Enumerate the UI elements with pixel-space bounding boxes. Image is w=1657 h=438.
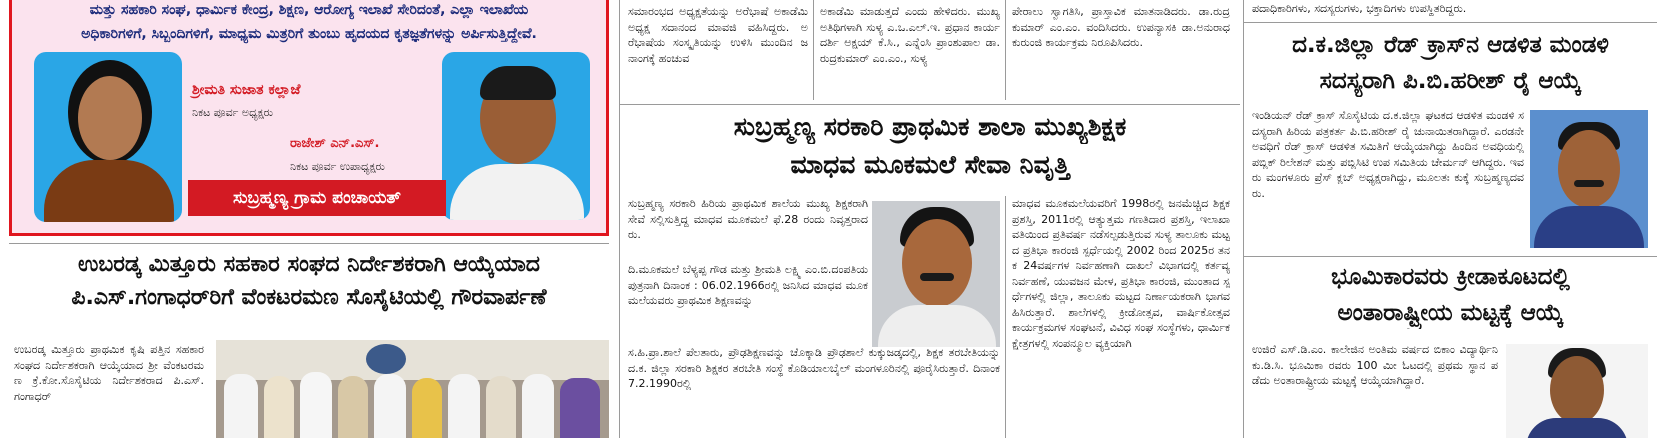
ad-text-line-1: ಮತ್ತು ಸಹಕಾರಿ ಸಂಘ, ಧಾರ್ಮಿಕ ಕೇಂದ್ರ, ಶಿಕ್ಷಣ, ಆರೋಗ್ಯ ಇಲಾಖೆ ಸೇರಿದಂತೆ, ಎಲ್ಲಾ ಇಲಾಖೆಯ xyxy=(89,2,529,18)
ad-text-line-2: ಅಧಿಕಾರಿಗಳಿಗೆ, ಸಿಬ್ಬಂದಿಗಳಿಗೆ, ಮಾಧ್ಯಮ ಮಿತ್ರರಿಗೆ ತುಂಬು ಹೃದಯದ ಕೃತಜ್ಞತೆಗಳನ್ನು ಅರ್ಪಿಸುತ್ತಿದ್ದೇವೆ. xyxy=(81,26,537,42)
divider xyxy=(620,104,1240,105)
person1-role: ನಿಕಟ ಪೂರ್ವ ಅಧ್ಯಕ್ಷರು xyxy=(192,106,274,119)
divider xyxy=(1005,196,1006,438)
mid-story-headline-line-2: ಮಾಧವ ಮೂಕಮಲೆ ಸೇವಾ ನಿವೃತ್ತಿ xyxy=(790,150,1070,179)
divider xyxy=(1005,0,1006,100)
redcross-headline-line-2: ಸದಸ್ಯರಾಗಿ ಪಿ.ಬಿ.ಹರೀಶ್ ರೈ ಆಯ್ಕೆ xyxy=(1319,68,1582,94)
left-story-headline-line-2: ಪಿ.ಎಸ್.ಗಂಗಾಧರ್‌ರಿಗೆ ವೆಂಕಟರಮಣ ಸೊಸೈಟಿಯಲ್ಲಿ ಗೌರವಾರ್ಪಣೆ xyxy=(71,285,547,310)
redcross-story-body: ಇಂಡಿಯನ್ ರೆಡ್ ಕ್ರಾಸ್ ಸೊಸೈಟಿಯ ದ.ಕ.ಜಿಲ್ಲಾ ಘಟಕದ ಆಡಳಿತ ಮಂಡಳಿ ಸದಸ್ಯರಾಗಿ ಹಿರಿಯ ಪತ್ರಕರ್ತ ಪಿ.ಬಿ.ಹರೀಶ್ ರೈ ಚುನಾಯಿತರಾಗಿದ್ದಾರೆ. ಎರಡನೇ ಅವಧಿಗೆ ರೆಡ್ ಕ್ರಾಸ್ ಆಡಳಿತ ಸಮಿತಿಗೆ ಆಯ್ಕೆಯಾಗಿದ್ದು ಹಿಂದಿನ ಅವಧಿಯಲ್ಲಿ ಪಬ್ಲಿಕ್ ರಿಲೇಶನ್ ಮತ್ತು ಪಬ್ಲಿಸಿಟಿ ಉಪ ಸಮಿತಿಯ ಚೇರ್ಮನ್ ಆಗಿದ್ದರು. ಇವರು ಮಂಗಳೂರು ಪ್ರೆಸ್ ಕ್ಲಬ್ ಅಧ್ಯಕ್ಷರಾಗಿದ್ದು, ಮೂಲತಃ ಕುಕ್ಕೆ ಸುಬ್ರಹ್ಮಣ್ಯದವರು. xyxy=(1252,109,1524,200)
thank-you-advertisement xyxy=(9,0,609,236)
panchayat-banner: ಸುಬ್ರಹ್ಮಣ್ಯ ಗ್ರಾಮ ಪಂಚಾಯತ್ xyxy=(188,180,446,216)
column-divider xyxy=(619,0,620,438)
harish-rai-photo xyxy=(1530,110,1648,248)
person1-name: ಶ್ರೀಮತಿ ಸುಜಾತ ಕಲ್ಲಾಜೆ xyxy=(192,82,301,98)
continuation-col-3: ಪೇರಾಲು ಸ್ವಾಗತಿಸಿ, ಪ್ರಾಸ್ತಾವಿಕ ಮಾತನಾಡಿದರು. ಡಾ.ರುದ್ರಕುಮಾರ್ ಎಂ.ಎಂ. ವಂದಿಸಿದರು. ಉಪನ್ಯಾಸಕಿ ಡಾ.ಅನುರಾಧ ಕುರುಂಜಿ ಕಾರ್ಯಕ್ರಮ ನಿರೂಪಿಸಿದರು. xyxy=(1012,5,1230,49)
divider xyxy=(813,0,814,100)
bhoomika-photo xyxy=(1506,344,1648,438)
mid-story-body-part-2: ದಿ.ಮೂಕಮಲೆ ಬೆಳ್ಯಪ್ಪ ಗೌಡ ಮತ್ತು ಶ್ರೀಮತಿ ಲಕ್ಷ್ಮಿ ಎಂ.ಬಿ.ದಂಪತಿಯ ಪುತ್ರನಾಗಿ ದಿನಾಂಕ : 06.02.1966ರಲ್ಲಿ ಜನಿಸಿದ ಮಾಧವ ಮೂಕಮಲೆಯವರು ಪ್ರಾಥಮಿಕ ಶಿಕ್ಷಣವನ್ನು xyxy=(628,263,868,307)
divider xyxy=(9,243,609,244)
mid-story-headline-line-1: ಸುಬ್ರಹ್ಮಣ್ಯ ಸರಕಾರಿ ಪ್ರಾಥಮಿಕ ಶಾಲಾ ಮುಖ್ಯಶಿಕ್ಷಕ xyxy=(733,112,1127,141)
redcross-headline-line-1: ದ.ಕ.ಜಿಲ್ಲಾ ರೆಡ್ ಕ್ರಾಸ್‌ನ ಆಡಳಿತ ಮಂಡಳಿ xyxy=(1292,32,1609,58)
mid-story-body-right: ಮಾಧವ ಮೂಕಮಲೆಯವರಿಗೆ 1998ರಲ್ಲಿ ಜನಮೆಚ್ಚಿದ ಶಿಕ್ಷಕ ಪ್ರಶಸ್ತಿ, 2011ರಲ್ಲಿ ಆತ್ಯುತ್ತಮ ಗಣತಿದಾರ ಪ್ರಶಸ್ತಿ, ಇಲಾಖಾ ವತಿಯಿಂದ ಪ್ರತಿವರ್ಷ ನಡೆಸಲ್ಪಡುತ್ತಿರುವ ಸುಳ್ಯ ತಾಲೂಕು ಮಟ್ಟದ ಪ್ರತಿಭಾ ಕಾರಂಜಿ ಸ್ಪರ್ಧೆಯಲ್ಲಿ 2002 ರಿಂದ 2025ರ ತನಕ 24ವರ್ಷಗಳ ನಿರ್ವಹಣಾಗಿ ದಾಖಲೆ ವಿಭಾಗದಲ್ಲಿ ಕರ್ತವ್ಯ ನಿರ್ವಹಣೆ, ಯುವಜನ ಮೇಳ, ಪ್ರತಿಭಾ ಕಾರಂಜಿ, ಮುಂತಾದ ಸ್ಪರ್ಧೆಗಳಲ್ಲಿ ಜಿಲ್ಲಾ, ತಾಲೂಕು ಮಟ್ಟದ ನಿರ್ಣಾಯಕರಾಗಿ ಭಾಗವಹಿಸಿರುತ್ತಾರೆ. ಶಾಲೆಗಳಲ್ಲಿ ಕ್ರೀಡೋತ್ಸವ, ವಾರ್ಷಿಕೋತ್ಸವ ಕಾರ್ಯಕ್ರಮಗಳ ಸಂಘಟನೆ, ವಿವಿಧ ಸಂಘ ಸಂಸ್ಥೆಗಳು, ಧಾರ್ಮಿಕ ಕ್ಷೇತ್ರಗಳಲ್ಲಿ ಸಂಪನ್ಮೂಲ ವ್ಯಕ್ತಿಯಾಗಿ xyxy=(1012,197,1230,350)
divider xyxy=(1244,22,1657,23)
person2-role: ನಿಕಟ ಪೂರ್ವ ಉಪಾಧ್ಯಕ್ಷರು xyxy=(290,160,385,173)
left-story-headline-line-1: ಉಬರಡ್ಕ ಮಿತ್ತೂರು ಸಹಕಾರ ಸಂಘದ ನಿರ್ದೇಶಕರಾಗಿ ಆಯ್ಕೆಯಾದ xyxy=(78,252,540,277)
left-story-body: ಉಬರಡ್ಕ ಮಿತ್ತೂರು ಪ್ರಾಥಮಿಕ ಕೃಷಿ ಪತ್ತಿನ ಸಹಕಾರ ಸಂಘದ ನಿರ್ದೇಶಕರಾಗಿ ಆಯ್ಕೆಯಾದ ಶ್ರೀ ವೆಂಕಟರಮಣ ಕ್ರೆ.ಕೋ.ಸೊಸೈಟಿಯ ನಿರ್ದೇಶಕರಾದ ಪಿ.ಎಸ್.ಗಂಗಾಧರ್ xyxy=(14,343,204,403)
madhava-mookamale-photo xyxy=(872,201,1000,347)
bhoomika-headline-line-2: ಅಂತಾರಾಷ್ಟ್ರೀಯ ಮಟ್ಟಕ್ಕೆ ಆಯ್ಕೆ xyxy=(1337,300,1564,326)
person2-name: ರಾಜೇಶ್ ಎನ್.ಎಸ್. xyxy=(290,136,380,151)
mid-story-body-intro: ಸುಬ್ರಹ್ಮಣ್ಯ ಸರಕಾರಿ ಹಿರಿಯ ಪ್ರಾಥಮಿಕ ಶಾಲೆಯ ಮುಖ್ಯ ಶಿಕ್ಷಕರಾಗಿ ಸೇವೆ ಸಲ್ಲಿಸುತ್ತಿದ್ದ ಮಾಧವ ಮೂಕಮಲೆ ಫೆ.28 ರಂದು ನಿವೃತ್ತರಾದರು. xyxy=(628,197,868,241)
bhoomika-story-body: ಉಜಿರೆ ಎಸ್.ಡಿ.ಎಂ. ಕಾಲೇಜಿನ ಅಂತಿಮ ವರ್ಷದ ಬಿಕಾಂ ವಿದ್ಯಾರ್ಥಿನಿ ಕು.ಡಿ.ಸಿ. ಭೂಮಿಕಾ ರವರು 100 ಮೀ ಓಟದಲ್ಲಿ ಪ್ರಥಮ ಸ್ಥಾನ ಪಡೆದು ಅಂತಾರಾಷ್ಟ್ರೀಯ ಮಟ್ಟಕ್ಕೆ ಆಯ್ಕೆಯಾಗಿದ್ದಾರೆ. xyxy=(1252,343,1498,387)
felicitation-group-photo xyxy=(216,340,609,438)
divider xyxy=(1244,256,1657,257)
continuation-col-2: ಅಕಾಡೆಮಿ ಮಾಡುತ್ತದೆ ಎಂದು ಹೇಳಿದರು. ಮುಖ್ಯ ಅತಿಥಿಗಳಾಗಿ ಸುಳ್ಯ ಎ.ಒ.ಎಲ್.ಇ. ಪ್ರಧಾನ ಕಾರ್ಯದರ್ಶಿ ಅಕ್ಷಯ್ ಕೆ.ಸಿ., ಎನ್ನೆಂಸಿ ಪ್ರಾಂಶುಪಾಲ ಡಾ.ರುದ್ರಕುಮಾರ್ ಎಂ.ಎಂ., ಸುಳ್ಯ xyxy=(820,5,1000,65)
bhoomika-headline-line-1: ಭೂಮಿಕಾರವರು ಕ್ರೀಡಾಕೂಟದಲ್ಲಿ xyxy=(1331,264,1570,290)
right-top-continuation: ಪದಾಧಿಕಾರಿಗಳು, ಸದಸ್ಯರುಗಳು, ಭಕ್ತಾದಿಗಳು ಉಪಸ್ಥಿತರಿದ್ದರು. xyxy=(1252,2,1467,15)
mid-story-body-part-3: ಸ.ಹಿ.ಪ್ರಾ.ಶಾಲೆ ಪೆಲತಾರು, ಪ್ರೌಢಶಿಕ್ಷಣವನ್ನು ಚೊಕ್ಕಾಡಿ ಪ್ರೌಢಶಾಲೆ ಕುಕ್ಕುಜಡ್ಕದಲ್ಲಿ, ಶಿಕ್ಷಕ ತರಬೇತಿಯನ್ನು ದ.ಕ. ಜಿಲ್ಲಾ ಸರಕಾರಿ ಶಿಕ್ಷಕರ ತರಬೇತಿ ಸಂಸ್ಥೆ ಕೊಡಿಯಾಲಬೈಲ್ ಮಂಗಳೂರಿನಲ್ಲಿ ಪೂರೈಸಿರುತ್ತಾರೆ. ದಿನಾಂಕ 7.2.1990ರಲ್ಲಿ xyxy=(628,346,1000,390)
continuation-col-1: ಸಮಾರಂಭದ ಅಧ್ಯಕ್ಷತೆಯನ್ನು ಅರೆಭಾಷೆ ಅಕಾಡೆಮಿ ಅಧ್ಯಕ್ಷ ಸದಾನಂದ ಮಾವಜಿ ವಹಿಸಿದ್ದರು. ಅರೆಭಾಷೆಯ ಸಂಸ್ಕೃತಿಯನ್ನು ಉಳಿಸಿ ಮುಂದಿನ ಜನಾಂಗಕ್ಕೆ ಹಂಚುವ xyxy=(628,5,808,65)
sujatha-kallaje-photo xyxy=(34,52,182,222)
rajesh-ns-photo xyxy=(442,52,590,220)
